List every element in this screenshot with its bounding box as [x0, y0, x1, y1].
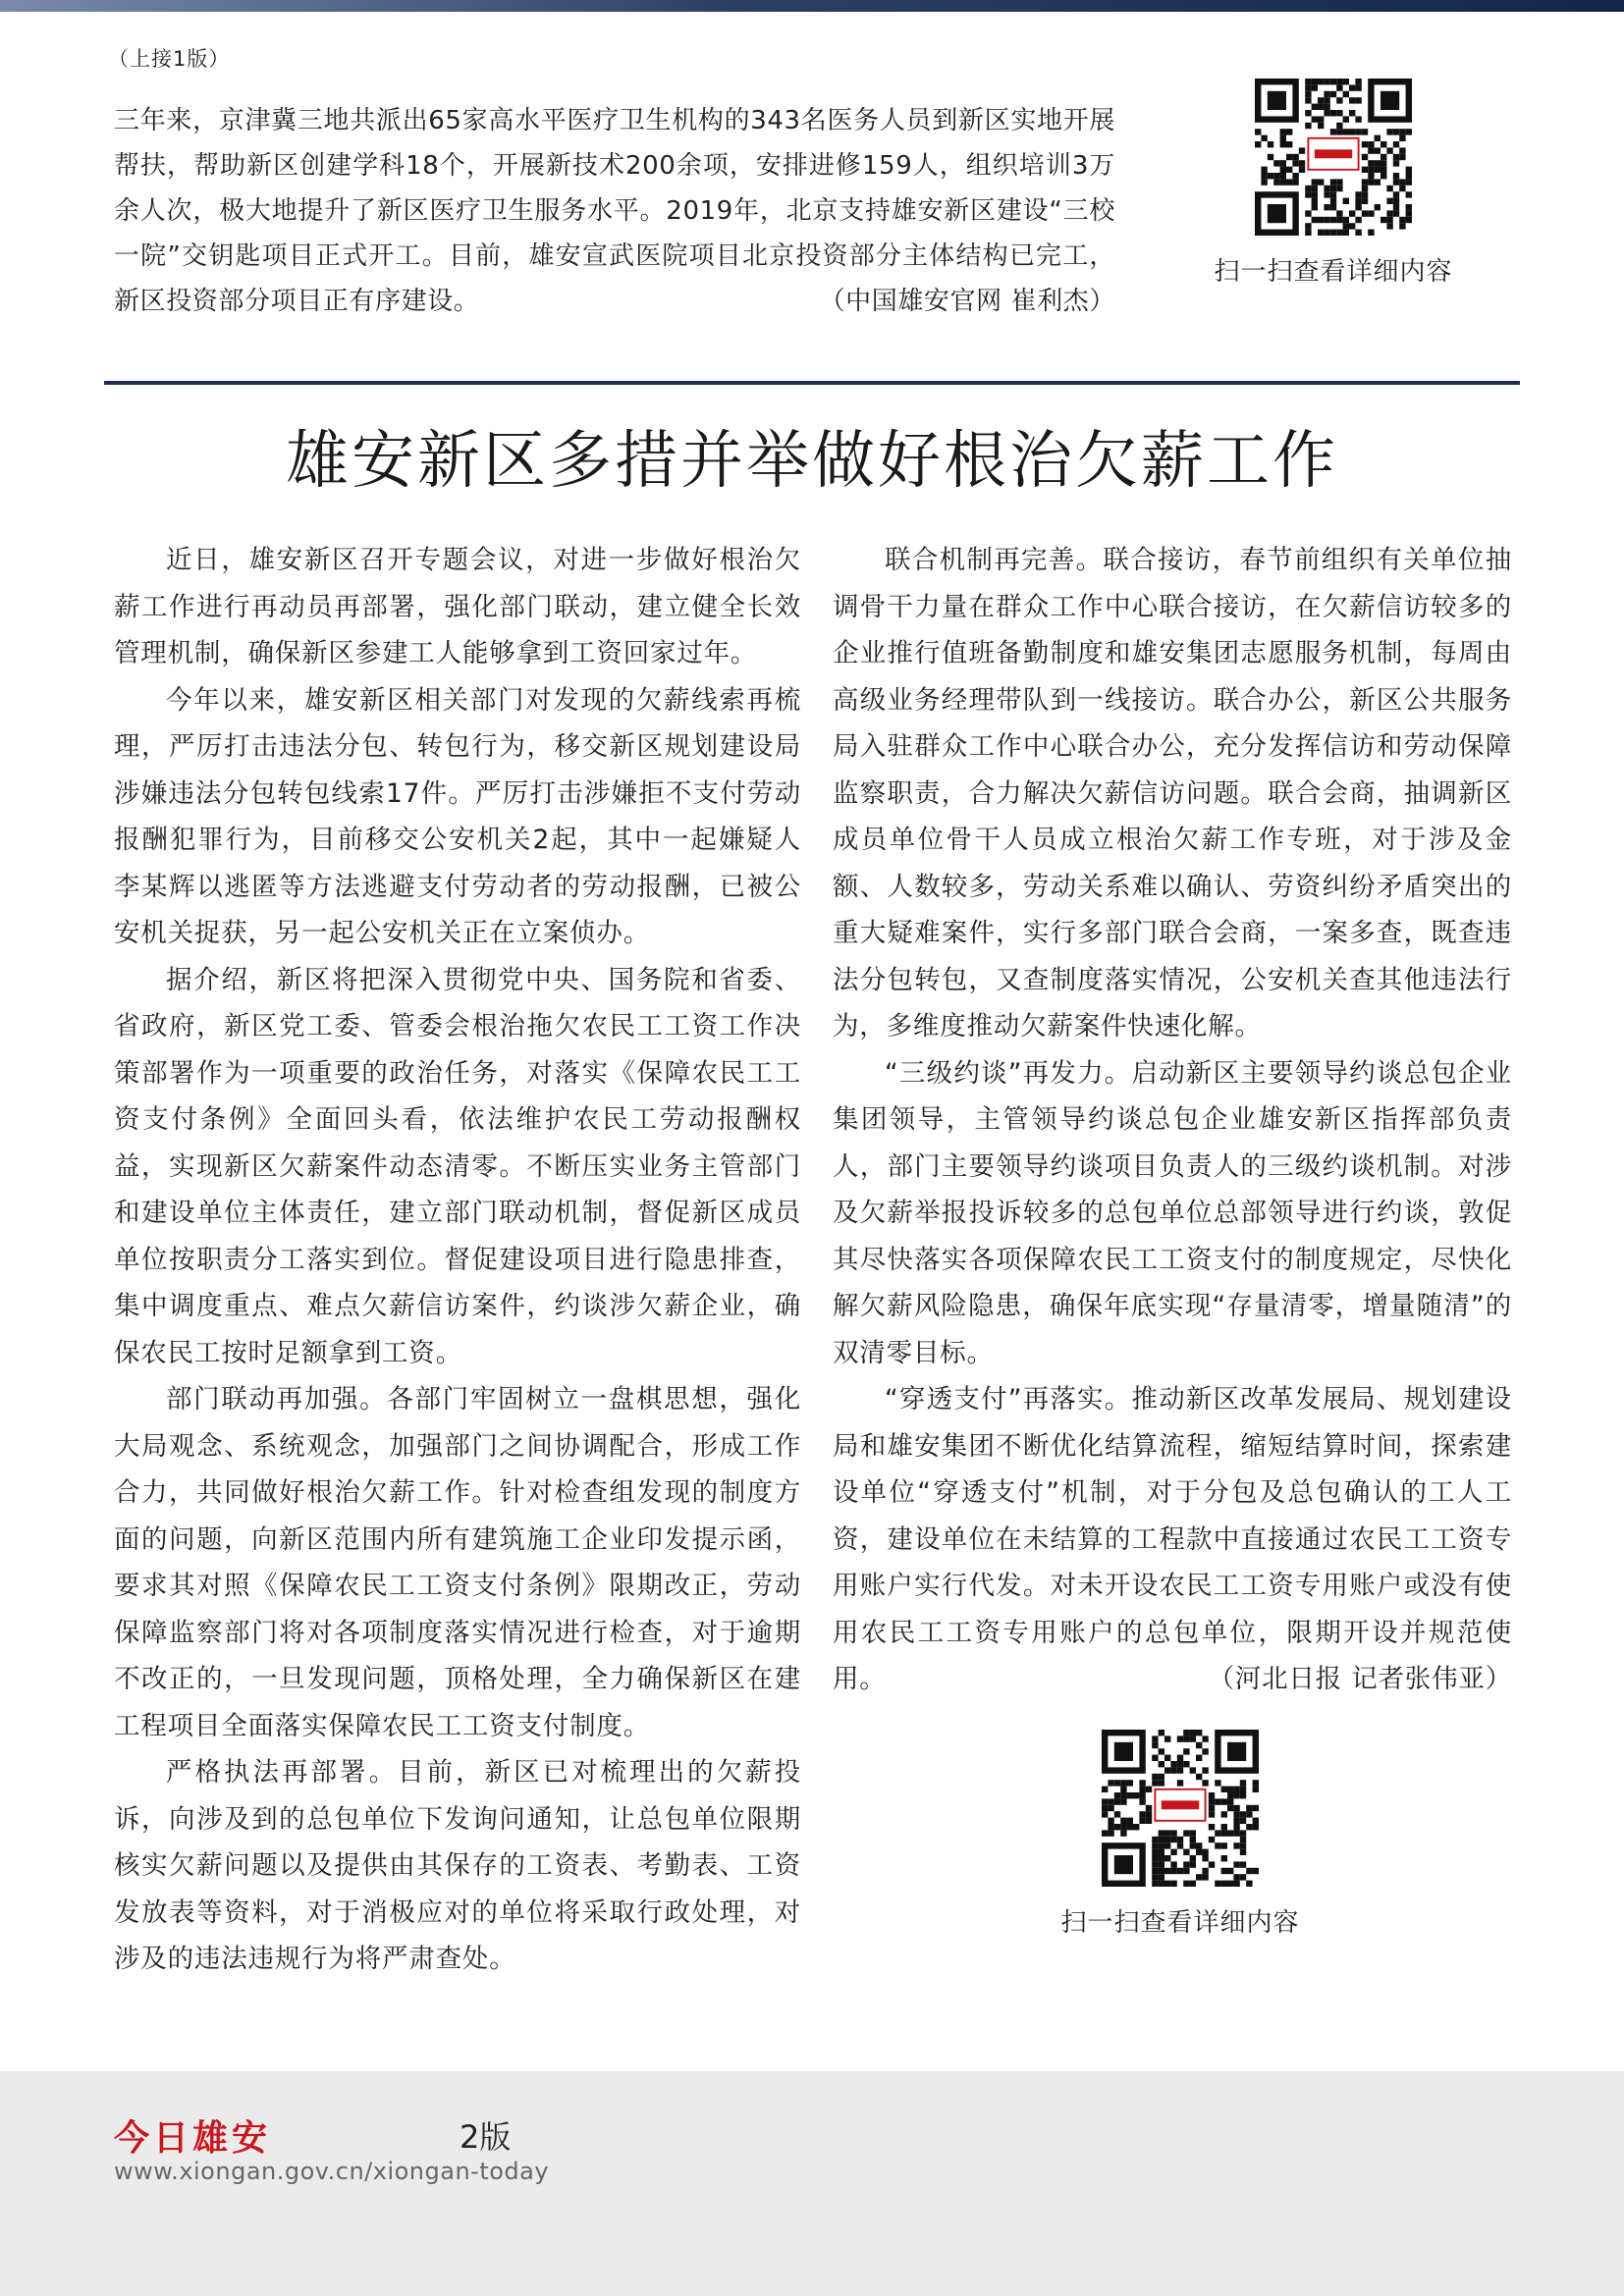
qr-finder-pattern	[1258, 81, 1295, 119]
footer-url[interactable]: www.xiongan.gov.cn/xiongan-today	[114, 2158, 550, 2185]
footer-logo: 今日雄安	[114, 2117, 272, 2159]
top-header-strip	[0, 0, 1624, 12]
article-paragraph: 严格执法再部署。目前，新区已对梳理出的欠薪投诉，向涉及到的总包单位下发询问通知，让总包单位限期核实欠薪问题以及提供由其保存的工资表、考勤表、工资发放表等资料，对于消极应对的单位将采取行政处理，对涉及的违法违规行为将严肃查处。	[114, 1757, 801, 1974]
article-paragraph: 部门联动再加强。各部门牢固树立一盘棋思想，强化大局观念、系统观念，加强部门之间协调配合，形成工作合力，共同做好根治欠薪工作。针对检查组发现的制度方面的问题，向新区范围内所有建筑施工企业印发提示函，要求其对照《保障农民工工资支付条例》限期改正，劳动保障监察部门将对各项制度落实情况进行检查，对于逾期不改正的，一旦发现问题，顶格处理，全力确保新区在建工程项目全面落实保障农民工工资支付制度。	[114, 1384, 801, 1741]
qr-caption-bottom: 扫一扫查看详细内容	[1060, 1908, 1300, 1938]
article-paragraph	[833, 1376, 1512, 1703]
qr-code-icon	[1102, 1730, 1259, 1887]
article-paragraph-text: “穿透支付”再落实。推动新区改革发展局、规划建设局和雄安集团不断优化结算流程，缩短结算时间，探索建设单位“穿透支付”机制，对于分包及总包确认的工人工资，建设单位在未结算的工程款中直接通过农民工工资专用账户实行代发。对未开设农民工工资专用账户或没有使用农民工工资专用账户的总包单位，限期开设并规范使用。	[833, 1384, 1512, 1694]
article-left-column	[114, 537, 801, 1983]
qr-finder-pattern	[1218, 1733, 1255, 1770]
article-paragraph: 近日，雄安新区召开专题会议，对进一步做好根治欠薪工作进行再动员再部署，强化部门联动，建立健全长效管理机制，确保新区参建工人能够拿到工资回家过年。	[114, 545, 801, 668]
article-paragraph: “三级约谈”再发力。启动新区主要领导约谈总包企业集团领导，主管领导约谈总包企业雄安新区指挥部负责人，部门主要领导约谈项目负责人的三级约谈机制。对涉及欠薪举报投诉较多的总包单位总部领导进行约谈，敦促其尽快落实各项保障农民工工资支付的制度规定，尽快化解欠薪风险隐患，确保年底实现“存量清零，增量随清”的双清零目标。	[833, 1057, 1512, 1368]
article-headline: 雄安新区多措并举做好根治欠薪工作	[286, 425, 1338, 498]
qr-finder-pattern	[1105, 1845, 1142, 1883]
section-divider	[104, 381, 1520, 385]
qr-code-icon	[1255, 79, 1412, 236]
edition-label: 2版	[460, 2118, 512, 2156]
qr-caption-top: 扫一扫查看详细内容	[1214, 257, 1453, 287]
article-paragraph: 今年以来，雄安新区相关部门对发现的欠薪线索再梳理，严厉打击违法分包、转包行为，移交新区规划建设局涉嫌违法分包转包线索17件。严厉打击涉嫌拒不支付劳动报酬犯罪行为，目前移交公安机关2起，其中一起嫌疑人李某辉以逃匿等方法逃避支付劳动者的劳动报酬，已被公安机关捉获，另一起公安机关正在立案侦办。	[114, 684, 801, 948]
article-right-column	[833, 537, 1512, 1703]
article-paragraph: 联合机制再完善。联合接访，春节前组织有关单位抽调骨干力量在群众工作中心联合接访，在欠薪信访较多的企业推行值班备勤制度和雄安集团志愿服务机制，每周由高级业务经理带队到一线接访。联合办公，新区公共服务局入驻群众工作中心联合办公，充分发挥信访和劳动保障监察职责，合力解决欠薪信访问题。联合会商，抽调新区成员单位骨干人员成立根治欠薪工作专班，对于涉及金额、人数较多，劳动关系难以确认、劳资纠纷矛盾突出的重大疑难案件，实行多部门联合会商，一案多查，既查违法分包转包，又查制度落实情况，公安机关查其他违法行为，多维度推动欠薪案件快速化解。	[833, 545, 1512, 1041]
intro-paragraph	[114, 98, 1115, 324]
intro-text: 三年来，京津冀三地共派出65家高水平医疗卫生机构的343名医务人员到新区实地开展帮扶，帮助新区创建学科18个，开展新技术200余项，安排进修159人，组织培训3万余人次，极大地提升了新区医疗卫生服务水平。2019年，北京支持雄安新区建设“三校一院”交钥匙项目正式开工。目前，雄安宣武医院项目北京投资部分主体结构已完工，新区投资部分项目正有序建设。	[114, 106, 1115, 316]
qr-logo-badge	[1155, 1789, 1205, 1821]
qr-logo-badge	[1308, 138, 1358, 170]
qr-code-top[interactable]	[1206, 79, 1461, 288]
qr-finder-pattern	[1105, 1733, 1142, 1770]
article-paragraph: 据介绍，新区将把深入贯彻党中央、国务院和省委、省政府，新区党工委、管委会根治拖欠农民工工资工作决策部署作为一项重要的政治任务，对落实《保障农民工工资支付条例》全面回头看，依法维护农民工劳动报酬权益，实现新区欠薪案件动态清零。不断压实业务主管部门和建设单位主体责任，建立部门联动机制，督促新区成员单位按职责分工落实到位。督促建设项目进行隐患排查，集中调度重点、难点欠薪信访案件，约谈涉欠薪企业，确保农民工按时足额拿到工资。	[114, 964, 801, 1368]
continued-note: （上接1版）	[108, 47, 231, 71]
qr-finder-pattern	[1371, 81, 1408, 119]
qr-finder-pattern	[1258, 194, 1295, 232]
qr-code-bottom[interactable]	[1043, 1730, 1318, 1939]
intro-source: （中国雄安官网 崔利杰）	[819, 287, 1115, 316]
article-byline: （河北日报 记者张伟亚）	[1208, 1664, 1512, 1694]
